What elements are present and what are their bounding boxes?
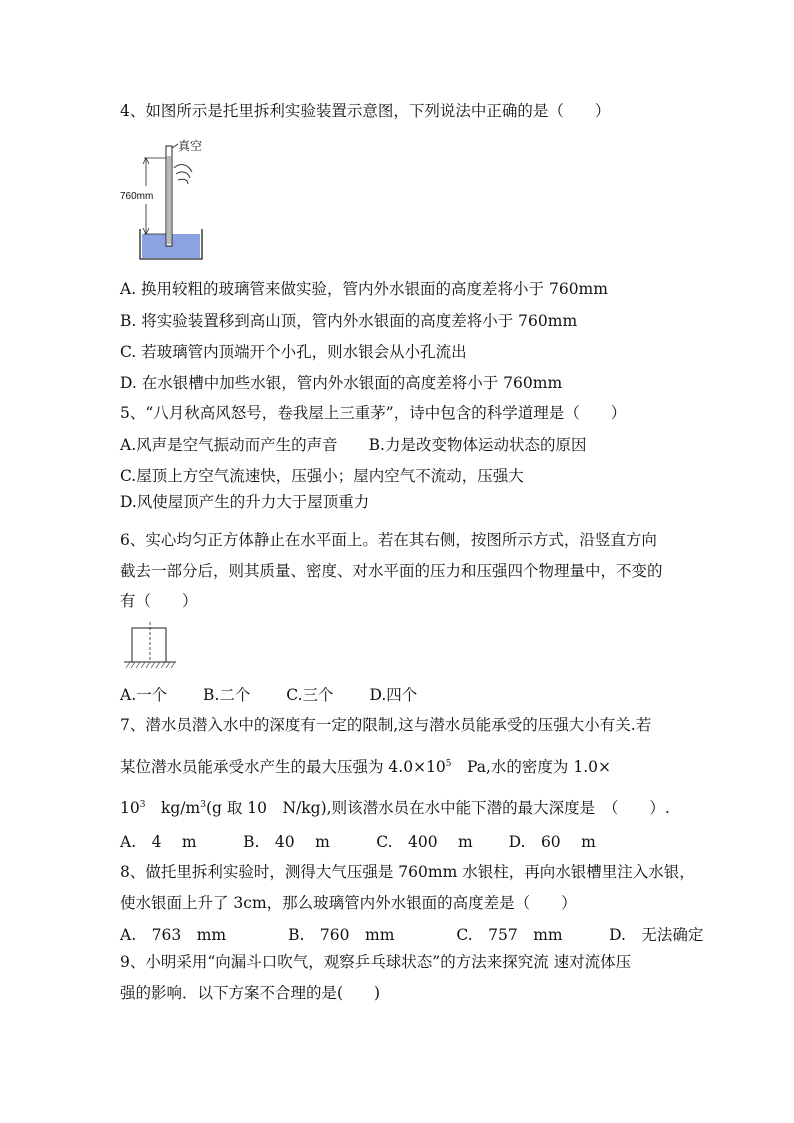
q5-option-c: C.屋顶上方空气流速快，压强小；屋内空气不流动，压强大 (120, 467, 524, 485)
q4-stem: 4、如图所示是托里拆利实验装置示意图，下列说法中正确的是（ ） (120, 102, 611, 120)
q7-line3-unit: kg/m (145, 799, 201, 818)
q8-line1: 8、做托里拆利实验时，测得大气压强是 760mm 水银柱，再向水银槽里注入水银， (120, 863, 695, 881)
q4-option-c: C. 若玻璃管内顶端开个小孔，则水银会从小孔流出 (120, 343, 467, 361)
q6-stem-line1: 6、实心均匀正方体静止在水平面上。若在其右侧，按图所示方式，沿竖直方向 (120, 531, 657, 549)
q8-options: A. 763 mm B. 760 mm C. 757 mm D. 无法确定 (120, 926, 704, 944)
q7-line3-tail: (g 取 10 N/kg),则该潜水员在水中能下潜的最大深度是 （ ）. (205, 799, 670, 818)
q6-stem-line3: 有（ ） (120, 592, 198, 610)
q7-options: A. 4 m B. 40 m C. 400 m D. 60 m (120, 833, 596, 851)
q5-stem: 5、“八月秋高风怒号，卷我屋上三重茅”，诗中包含的科学道理是（ ） (120, 404, 627, 422)
q7-unit-exponent: 3 (200, 800, 206, 810)
torricelli-apparatus-figure (118, 134, 218, 264)
q6-options: A.一个 B.二个 C.三个 D.四个 (120, 686, 418, 704)
q7-line2-text: 某位潜水员能承受水产生的最大压强为 4.0×10 (120, 758, 446, 777)
q7-line1: 7、潜水员潜入水中的深度有一定的限制,这与潜水员能承受的压强大小有关.若 (120, 716, 652, 734)
q6-stem-line2: 截去一部分后，则其质量、密度、对水平面的压力和压强四个物理量中，不变的 (120, 562, 663, 580)
q4-option-b: B. 将实验装置移到高山顶，管内外水银面的高度差将小于 760mm (120, 312, 578, 330)
vacuum-label: 真空 (178, 139, 203, 153)
q4-option-d: D. 在水银槽中加些水银，管内外水银面的高度差将小于 760mm (120, 374, 563, 392)
q7-line2-tail: Pa,水的密度为 1.0× (451, 758, 611, 777)
q7-line2 (120, 754, 611, 777)
q9-line2: 强的影响．以下方案不合理的是( ) (120, 984, 381, 1002)
q7-line3 (120, 795, 670, 818)
q4-option-a: A. 换用较粗的玻璃管来做实验，管内外水银面的高度差将小于 760mm (120, 280, 608, 298)
q8-line2: 使水银面上升了 3cm，那么玻璃管内外水银面的高度差是（ ） (120, 894, 577, 912)
height-label: 760mm (120, 191, 154, 202)
q7-exponent-5: 5 (445, 759, 452, 769)
q9-line1: 9、小明采用“向漏斗口吹气，观察乒乓球状态”的方法来探究流 速对流体压 (120, 953, 632, 971)
cube-figure (118, 620, 182, 674)
q5-option-d: D.风使屋顶产生的升力大于屋顶重力 (120, 493, 370, 511)
q7-exponent-3: 3 (139, 800, 146, 810)
q7-line3-base: 10 (120, 799, 140, 818)
q5-options-ab: A.风声是空气振动而产生的声音 B.力是改变物体运动状态的原因 (120, 436, 587, 454)
